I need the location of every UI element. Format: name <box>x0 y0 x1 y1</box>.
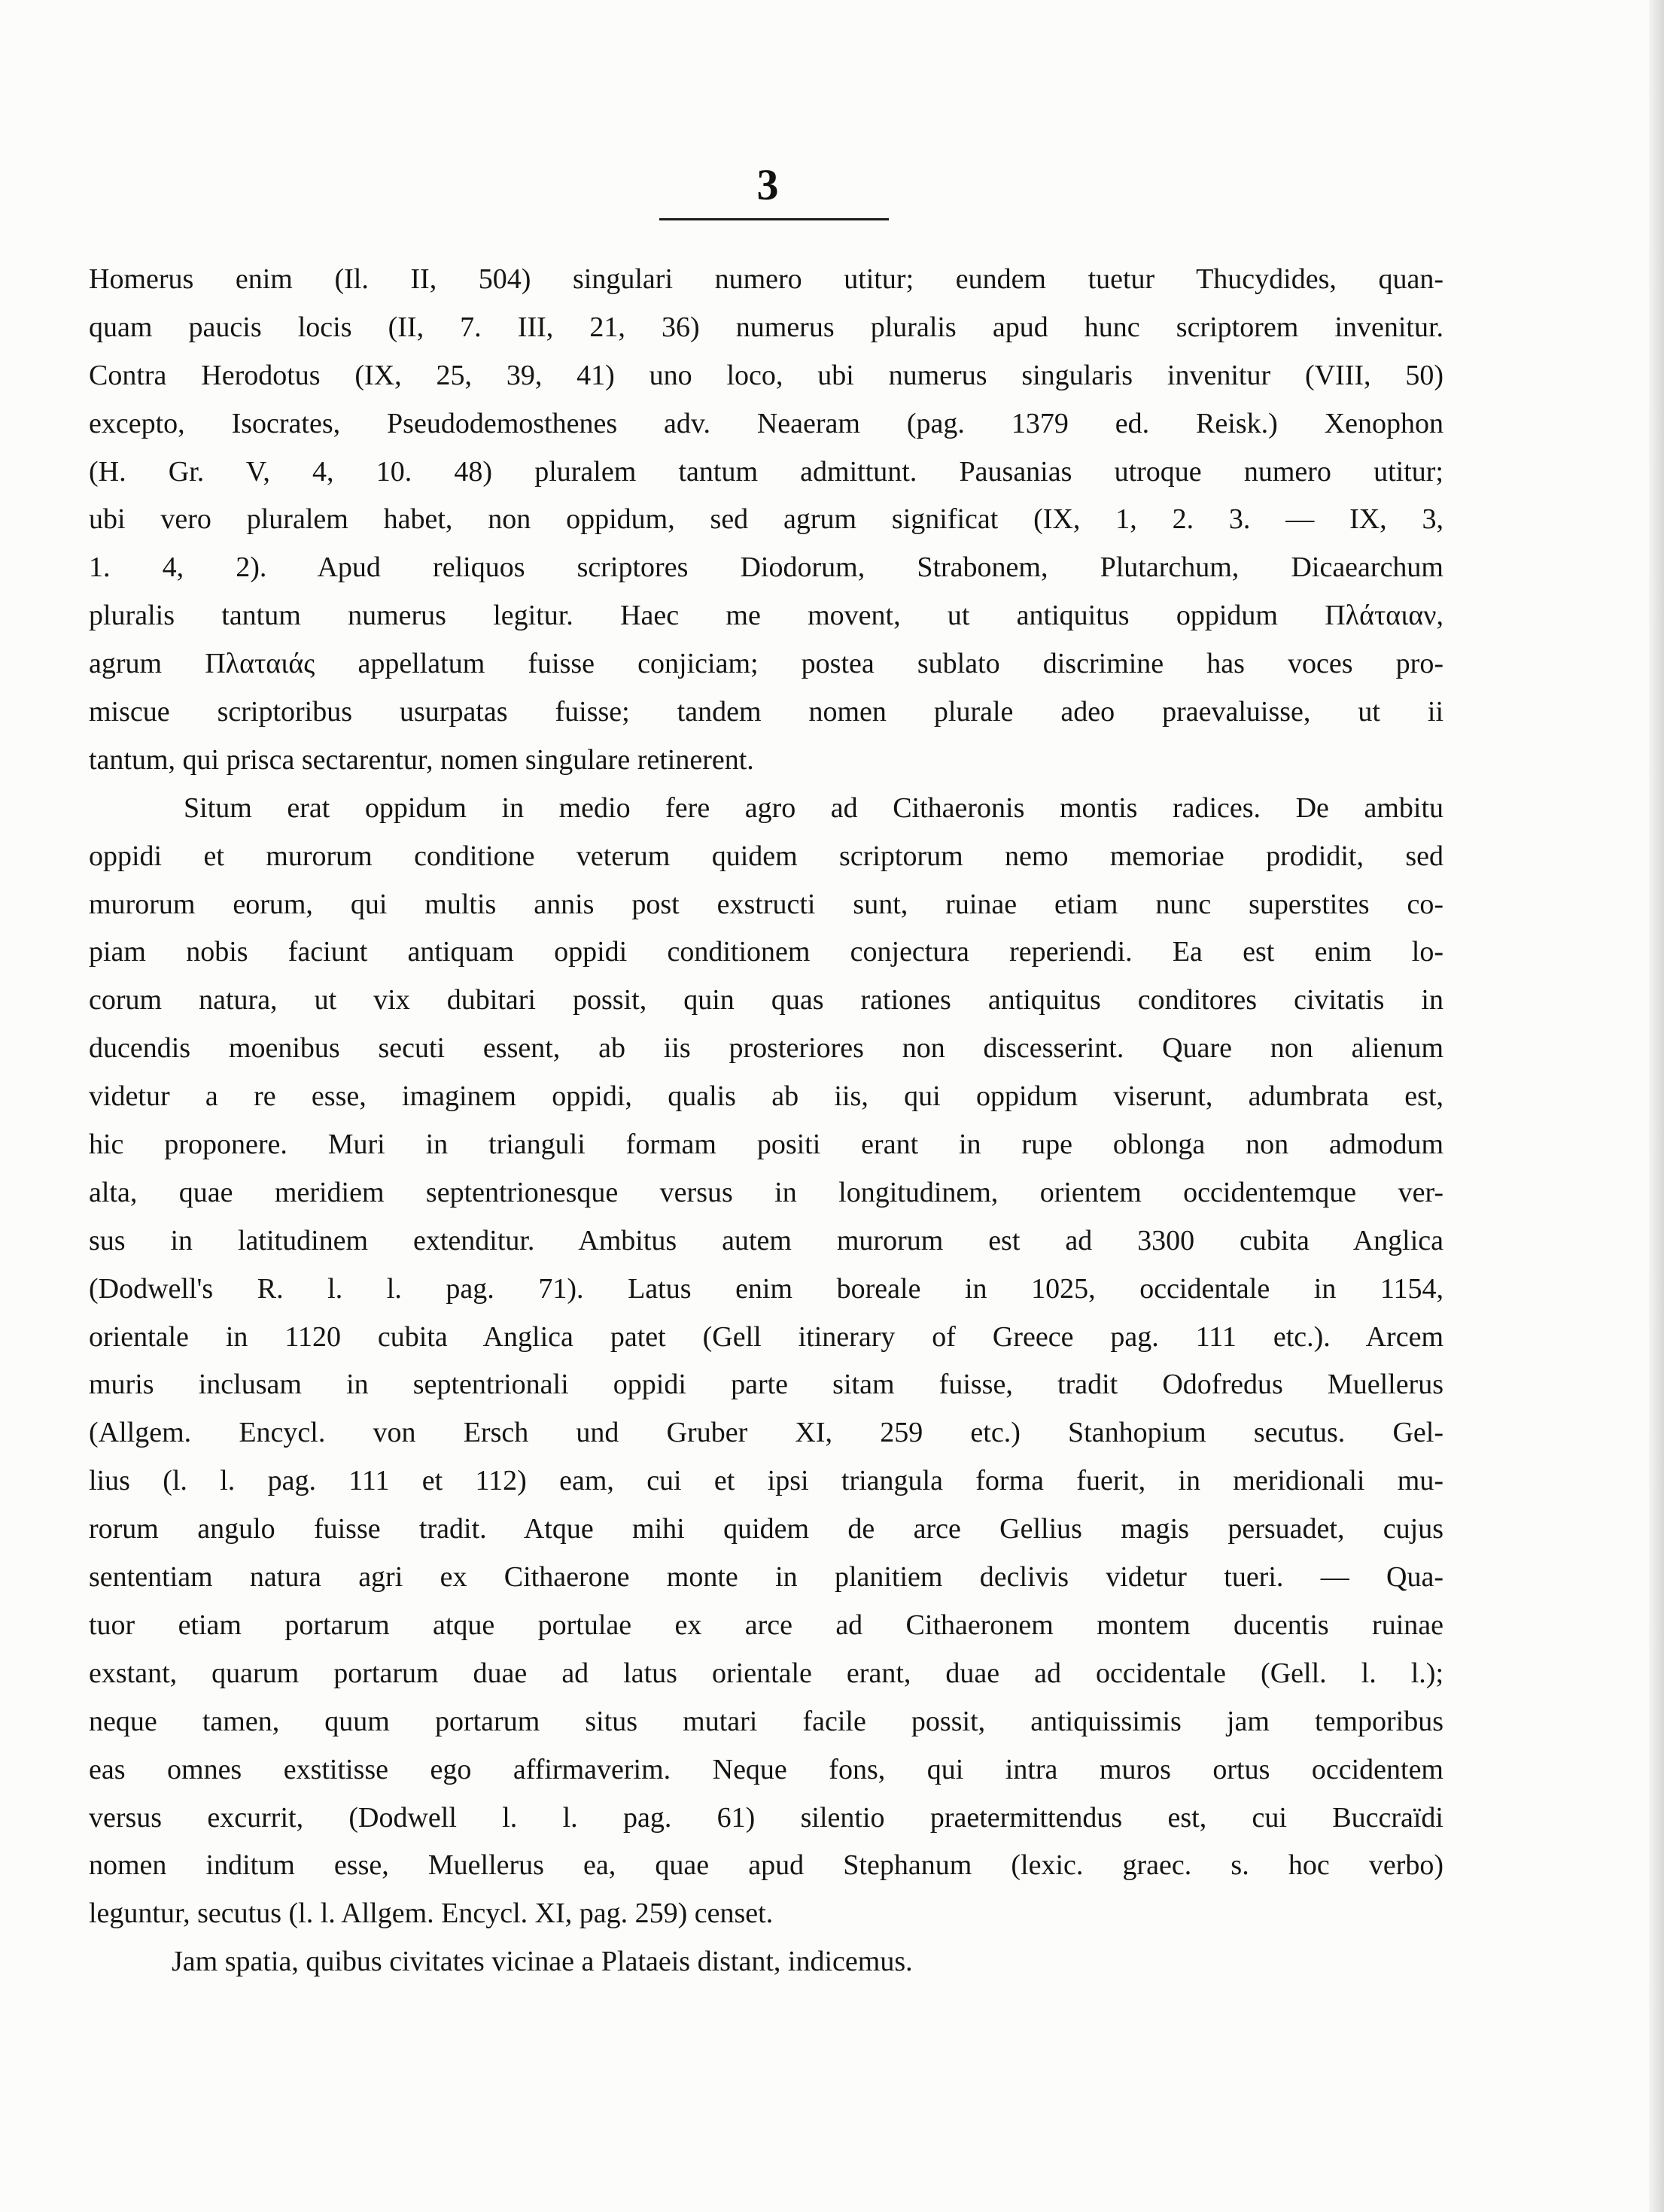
text-line: Homerus enim (Il. II, 504) singulari numero utitur; eundem tuetur Thucydides, quan- <box>89 263 1443 295</box>
text-line: alta, quae meridiem septentrionesque versus in longitudinem, orientem occidentemque ver- <box>89 1176 1443 1208</box>
text-line: eas omnes exstitisse ego affirmaverim. Neque fons, qui intra muros ortus occidentem <box>89 1753 1443 1785</box>
text-line: lius (l. l. pag. 111 et 112) eam, cui et ipsi triangula forma fuerit, in meridionali mu- <box>89 1465 1443 1497</box>
text-line: excepto, Isocrates, Pseudodemosthenes adv. Neaeram (pag. 1379 ed. Reisk.) Xenophon <box>89 407 1443 439</box>
text-line: neque tamen, quum portarum situs mutari facile possit, antiquissimis jam temporibus <box>89 1705 1443 1737</box>
text-line: murorum eorum, qui multis annis post exstructi sunt, ruinae etiam nunc superstites co- <box>89 888 1443 920</box>
text-line: orientale in 1120 cubita Anglica patet (Gell itinerary of Greece pag. 111 etc.). Arcem <box>89 1320 1443 1353</box>
text-line: agrum Πλαταιάς appellatum fuisse conjiciam; postea sublato discrimine has voces pro- <box>89 648 1443 680</box>
body-text <box>89 256 1443 1986</box>
text-line: Contra Herodotus (IX, 25, 39, 41) uno loco, ubi numerus singularis invenitur (VIII, 50) <box>89 359 1443 391</box>
text-line: (H. Gr. V, 4, 10. 48) pluralem tantum admittunt. Pausanias utroque numero utitur; <box>89 455 1443 488</box>
text-line: 1. 4, 2). Apud reliquos scriptores Diodorum, Strabonem, Plutarchum, Dicaearchum <box>89 551 1443 584</box>
text-line: Jam spatia, quibus civitates vicinae a Plataeis distant, indicemus. <box>172 1946 913 1978</box>
text-line: piam nobis faciunt antiquam oppidi conditionem conjectura reperiendi. Ea est enim lo- <box>89 936 1443 968</box>
text-line: tuor etiam portarum atque portulae ex arce ad Cithaeronem montem ducentis ruinae <box>89 1609 1443 1641</box>
text-line: rorum angulo fuisse tradit. Atque mihi quidem de arce Gellius magis persuadet, cujus <box>89 1513 1443 1545</box>
text-line: sententiam natura agri ex Cithaerone monte in planitiem declivis videtur tueri. — Qua- <box>89 1561 1443 1594</box>
text-line: sus in latitudinem extenditur. Ambitus autem murorum est ad 3300 cubita Anglica <box>89 1224 1443 1256</box>
page-edge-shadow <box>1649 0 1664 2212</box>
text-line: (Dodwell's R. l. l. pag. 71). Latus enim boreale in 1025, occidentale in 1154, <box>89 1272 1443 1305</box>
text-line: quam paucis locis (II, 7. III, 21, 36) numerus pluralis apud hunc scriptorem invenitur. <box>89 311 1443 343</box>
text-line: exstant, quarum portarum duae ad latus orientale erant, duae ad occidentale (Gell. l. l.); <box>89 1657 1443 1689</box>
header-rule <box>659 218 889 220</box>
page-number: 3 <box>756 160 779 209</box>
text-line: videtur a re esse, imaginem oppidi, qualis ab iis, qui oppidum viserunt, adumbrata est, <box>89 1080 1443 1113</box>
text-line: hic proponere. Muri in trianguli formam positi erant in rupe oblonga non admodum <box>89 1129 1443 1161</box>
text-line: ubi vero pluralem habet, non oppidum, sed agrum significat (IX, 1, 2. 3. — IX, 3, <box>89 503 1443 536</box>
text-line: tantum, qui prisca sectarentur, nomen singulare retinerent. <box>89 743 754 776</box>
text-line: leguntur, secutus (l. l. Allgem. Encycl. XI, pag. 259) censet. <box>89 1898 774 1930</box>
text-line: ducendis moenibus secuti essent, ab iis prosteriores non discesserint. Quare non alienum <box>89 1032 1443 1065</box>
text-line: miscue scriptoribus usurpatas fuisse; tandem nomen plurale adeo praevaluisse, ut ii <box>89 696 1443 728</box>
text-line: oppidi et murorum conditione veterum quidem scriptorum nemo memoriae prodidit, sed <box>89 840 1443 872</box>
text-line: corum natura, ut vix dubitari possit, quin quas rationes antiquitus conditores civitatis in <box>89 984 1443 1016</box>
text-line: versus excurrit, (Dodwell l. l. pag. 61) silentio praetermittendus est, cui Buccraïdi <box>89 1801 1443 1834</box>
text-line: Situm erat oppidum in medio fere agro ad Cithaeronis montis radices. De ambitu <box>184 792 1443 824</box>
text-line: muris inclusam in septentrionali oppidi parte sitam fuisse, tradit Odofredus Muellerus <box>89 1369 1443 1401</box>
text-line: (Allgem. Encycl. von Ersch und Gruber XI, 259 etc.) Stanhopium secutus. Gel- <box>89 1417 1443 1449</box>
text-line: nomen inditum esse, Muellerus ea, quae apud Stephanum (lexic. graec. s. hoc verbo) <box>89 1849 1443 1882</box>
text-line: pluralis tantum numerus legitur. Haec me movent, ut antiquitus oppidum Πλάταιαν, <box>89 600 1443 632</box>
